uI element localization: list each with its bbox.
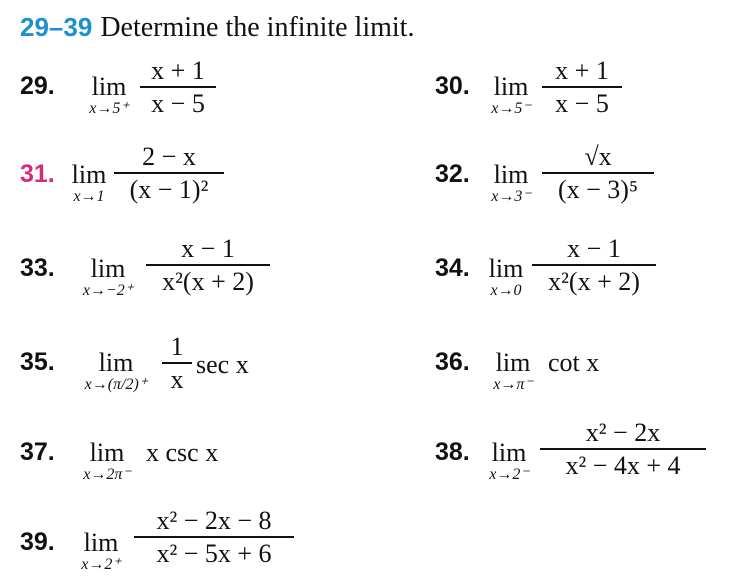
problem-number: 34.: [435, 254, 470, 282]
limit-operator: [482, 256, 530, 300]
denominator: x² − 5x + 6: [156, 538, 272, 568]
fraction: [542, 56, 622, 120]
fraction: [114, 142, 224, 206]
numerator: 1: [170, 332, 184, 361]
numerator: x² − 2x: [585, 418, 661, 447]
instruction-text: Determine the infinite limit.: [100, 12, 415, 43]
problem-number: 37.: [20, 438, 55, 466]
denominator: x − 5: [151, 88, 205, 118]
lim-word: lim: [491, 438, 527, 467]
limit-operator: [70, 530, 132, 574]
limit-approach: x→2π⁻: [83, 466, 131, 483]
fraction: [140, 56, 216, 120]
numerator: x + 1: [555, 56, 609, 85]
fraction: [540, 418, 706, 482]
limit-approach: x→2⁺: [81, 556, 121, 573]
numerator: √x: [584, 142, 612, 171]
expression: cot x: [548, 348, 600, 377]
numerator: x − 1: [567, 234, 621, 263]
problem-number: 38.: [435, 438, 470, 466]
limit-approach: x→π⁻: [493, 376, 533, 393]
lim-word: lim: [89, 438, 125, 467]
limit-approach: x→−2⁺: [82, 282, 134, 299]
limit-operator: [480, 74, 542, 118]
problem-number: 33.: [20, 254, 55, 282]
numerator: x + 1: [151, 56, 205, 85]
lim-word: lim: [488, 254, 524, 283]
expression: x csc x: [146, 438, 219, 467]
limit-approach: x→5⁻: [491, 100, 531, 117]
exercise-range: 29–39: [20, 12, 93, 42]
denominator: (x − 3)⁵: [557, 174, 639, 204]
problem-number: 31.: [20, 160, 55, 188]
limit-operator: [78, 440, 136, 484]
limit-operator: [480, 162, 542, 206]
limit-operator: [72, 256, 144, 300]
numerator: 2 − x: [142, 142, 196, 171]
numerator: x − 1: [181, 234, 235, 263]
numerator: x² − 2x − 8: [156, 506, 272, 535]
lim-word: lim: [493, 72, 529, 101]
limit-operator: [72, 350, 160, 394]
limit-approach: x→2⁻: [489, 466, 529, 483]
problem-number: 32.: [435, 160, 470, 188]
denominator: x²(x + 2): [548, 266, 640, 296]
fraction: [542, 142, 654, 206]
denominator: x² − 4x + 4: [565, 450, 681, 480]
limit-approach: x→1: [73, 188, 105, 205]
denominator: x: [170, 364, 184, 394]
limit-approach: x→(π/2)⁺: [84, 376, 148, 393]
trailing-expression: sec x: [196, 350, 249, 379]
limit-operator: [66, 162, 112, 206]
limit-operator: [78, 74, 140, 118]
fraction: [162, 332, 192, 396]
fraction: [532, 234, 656, 298]
denominator: x²(x + 2): [162, 266, 254, 296]
section-heading: [20, 12, 414, 44]
denominator: x − 5: [555, 88, 609, 118]
lim-word: lim: [90, 254, 126, 283]
problem-number: 35.: [20, 348, 55, 376]
problem-number: 39.: [20, 528, 55, 556]
limit-approach: x→5⁺: [89, 100, 129, 117]
problem-number: 30.: [435, 72, 470, 100]
limit-operator: [486, 350, 540, 394]
limit-operator: [480, 440, 538, 484]
limit-approach: x→3⁻: [491, 188, 531, 205]
fraction: [146, 234, 270, 298]
lim-word: lim: [493, 160, 529, 189]
lim-word: lim: [495, 348, 531, 377]
fraction: [134, 506, 294, 570]
limit-approach: x→0: [490, 282, 522, 299]
denominator: (x − 1)²: [129, 174, 209, 204]
lim-word: lim: [91, 72, 127, 101]
lim-word: lim: [83, 528, 119, 557]
problem-number: 29.: [20, 72, 55, 100]
problem-number: 36.: [435, 348, 470, 376]
lim-word: lim: [71, 160, 107, 189]
lim-word: lim: [98, 348, 134, 377]
